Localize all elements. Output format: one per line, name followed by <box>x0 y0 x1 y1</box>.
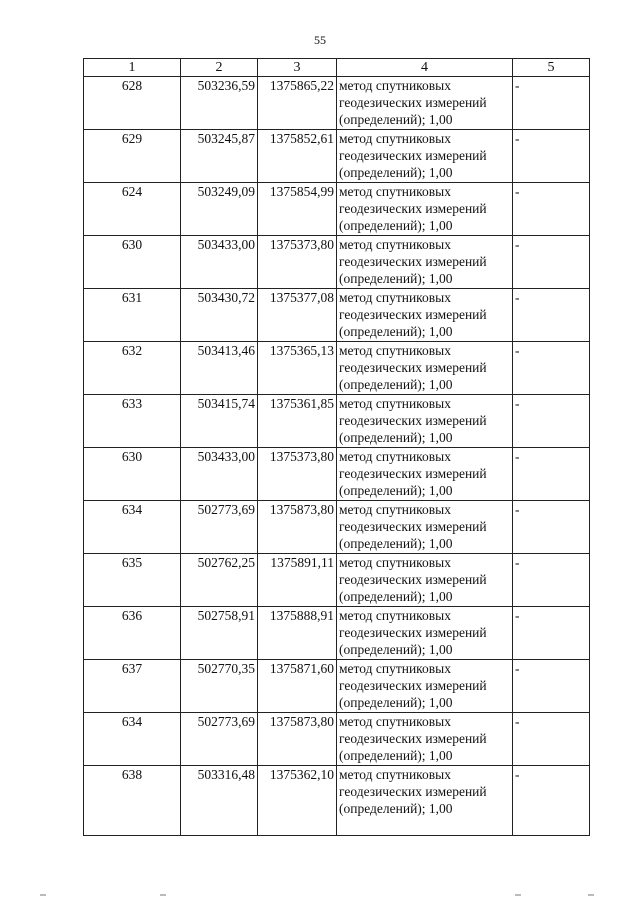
cell-note: - <box>513 501 590 554</box>
cell-coordinate-y: 1375871,60 <box>258 660 337 713</box>
cell-note: - <box>513 236 590 289</box>
cell-point-number: 635 <box>84 554 181 607</box>
cell-note: - <box>513 342 590 395</box>
cell-coordinate-x: 503415,74 <box>181 395 258 448</box>
header-row <box>84 59 590 77</box>
cell-coordinate-y: 1375888,91 <box>258 607 337 660</box>
table-row <box>84 607 590 660</box>
cell-note: - <box>513 183 590 236</box>
cell-point-number: 636 <box>84 607 181 660</box>
cell-method: метод спутниковых геодезических измерений (определений); 1,00 <box>337 342 513 395</box>
cell-point-number: 637 <box>84 660 181 713</box>
table-row <box>84 395 590 448</box>
table-row <box>84 713 590 766</box>
cell-coordinate-y: 1375852,61 <box>258 130 337 183</box>
cell-coordinate-y: 1375373,80 <box>258 448 337 501</box>
table-row <box>84 289 590 342</box>
table-header <box>84 59 590 77</box>
cell-coordinate-x: 502762,25 <box>181 554 258 607</box>
cell-point-number: 628 <box>84 77 181 130</box>
cell-note: - <box>513 448 590 501</box>
table-row <box>84 77 590 130</box>
cell-note: - <box>513 130 590 183</box>
header-col-1: 1 <box>84 59 181 77</box>
table-row <box>84 766 590 836</box>
cell-method: метод спутниковых геодезических измерений (определений); 1,00 <box>337 766 513 836</box>
cell-point-number: 638 <box>84 766 181 836</box>
cell-coordinate-x: 503316,48 <box>181 766 258 836</box>
cell-coordinate-x: 503430,72 <box>181 289 258 342</box>
cell-coordinate-x: 503236,59 <box>181 77 258 130</box>
cell-coordinate-x: 503249,09 <box>181 183 258 236</box>
cell-coordinate-x: 502758,91 <box>181 607 258 660</box>
cell-point-number: 630 <box>84 448 181 501</box>
table-body <box>84 77 590 836</box>
table-row <box>84 660 590 713</box>
scan-artifacts <box>0 894 640 900</box>
cell-coordinate-y: 1375365,13 <box>258 342 337 395</box>
cell-method: метод спутниковых геодезических измерений (определений); 1,00 <box>337 660 513 713</box>
cell-coordinate-x: 503245,87 <box>181 130 258 183</box>
cell-method: метод спутниковых геодезических измерений (определений); 1,00 <box>337 77 513 130</box>
cell-note: - <box>513 395 590 448</box>
cell-note: - <box>513 289 590 342</box>
scan-mark <box>515 894 521 896</box>
cell-note: - <box>513 713 590 766</box>
cell-coordinate-y: 1375373,80 <box>258 236 337 289</box>
cell-point-number: 624 <box>84 183 181 236</box>
cell-point-number: 633 <box>84 395 181 448</box>
cell-note: - <box>513 77 590 130</box>
cell-method: метод спутниковых геодезических измерений (определений); 1,00 <box>337 183 513 236</box>
cell-coordinate-y: 1375361,85 <box>258 395 337 448</box>
header-col-5: 5 <box>513 59 590 77</box>
cell-note: - <box>513 607 590 660</box>
cell-coordinate-x: 502770,35 <box>181 660 258 713</box>
cell-coordinate-y: 1375873,80 <box>258 713 337 766</box>
cell-point-number: 630 <box>84 236 181 289</box>
cell-point-number: 634 <box>84 713 181 766</box>
scan-mark <box>160 894 166 896</box>
cell-point-number: 631 <box>84 289 181 342</box>
cell-note: - <box>513 554 590 607</box>
cell-method: метод спутниковых геодезических измерений (определений); 1,00 <box>337 236 513 289</box>
scan-mark <box>588 894 594 896</box>
cell-point-number: 629 <box>84 130 181 183</box>
cell-method: метод спутниковых геодезических измерений (определений); 1,00 <box>337 395 513 448</box>
cell-coordinate-x: 503413,46 <box>181 342 258 395</box>
cell-method: метод спутниковых геодезических измерений (определений); 1,00 <box>337 130 513 183</box>
cell-method: метод спутниковых геодезических измерений (определений); 1,00 <box>337 289 513 342</box>
table-row <box>84 236 590 289</box>
cell-coordinate-x: 502773,69 <box>181 501 258 554</box>
table-row <box>84 448 590 501</box>
header-col-4: 4 <box>337 59 513 77</box>
header-col-3: 3 <box>258 59 337 77</box>
coordinates-table <box>83 58 590 836</box>
cell-coordinate-y: 1375873,80 <box>258 501 337 554</box>
cell-coordinate-y: 1375891,11 <box>258 554 337 607</box>
table-row <box>84 342 590 395</box>
cell-coordinate-y: 1375865,22 <box>258 77 337 130</box>
table-row <box>84 130 590 183</box>
scan-mark <box>40 894 46 896</box>
table-row <box>84 183 590 236</box>
cell-method: метод спутниковых геодезических измерений (определений); 1,00 <box>337 607 513 660</box>
table-row <box>84 554 590 607</box>
cell-coordinate-x: 503433,00 <box>181 448 258 501</box>
cell-method: метод спутниковых геодезических измерений (определений); 1,00 <box>337 448 513 501</box>
cell-coordinate-y: 1375362,10 <box>258 766 337 836</box>
cell-coordinate-y: 1375377,08 <box>258 289 337 342</box>
cell-coordinate-y: 1375854,99 <box>258 183 337 236</box>
cell-method: метод спутниковых геодезических измерений (определений); 1,00 <box>337 501 513 554</box>
cell-method: метод спутниковых геодезических измерений (определений); 1,00 <box>337 554 513 607</box>
cell-coordinate-x: 502773,69 <box>181 713 258 766</box>
cell-note: - <box>513 766 590 836</box>
header-col-2: 2 <box>181 59 258 77</box>
cell-point-number: 632 <box>84 342 181 395</box>
table-row <box>84 501 590 554</box>
cell-point-number: 634 <box>84 501 181 554</box>
cell-coordinate-x: 503433,00 <box>181 236 258 289</box>
cell-method: метод спутниковых геодезических измерений (определений); 1,00 <box>337 713 513 766</box>
page-number: 55 <box>314 33 326 47</box>
cell-note: - <box>513 660 590 713</box>
